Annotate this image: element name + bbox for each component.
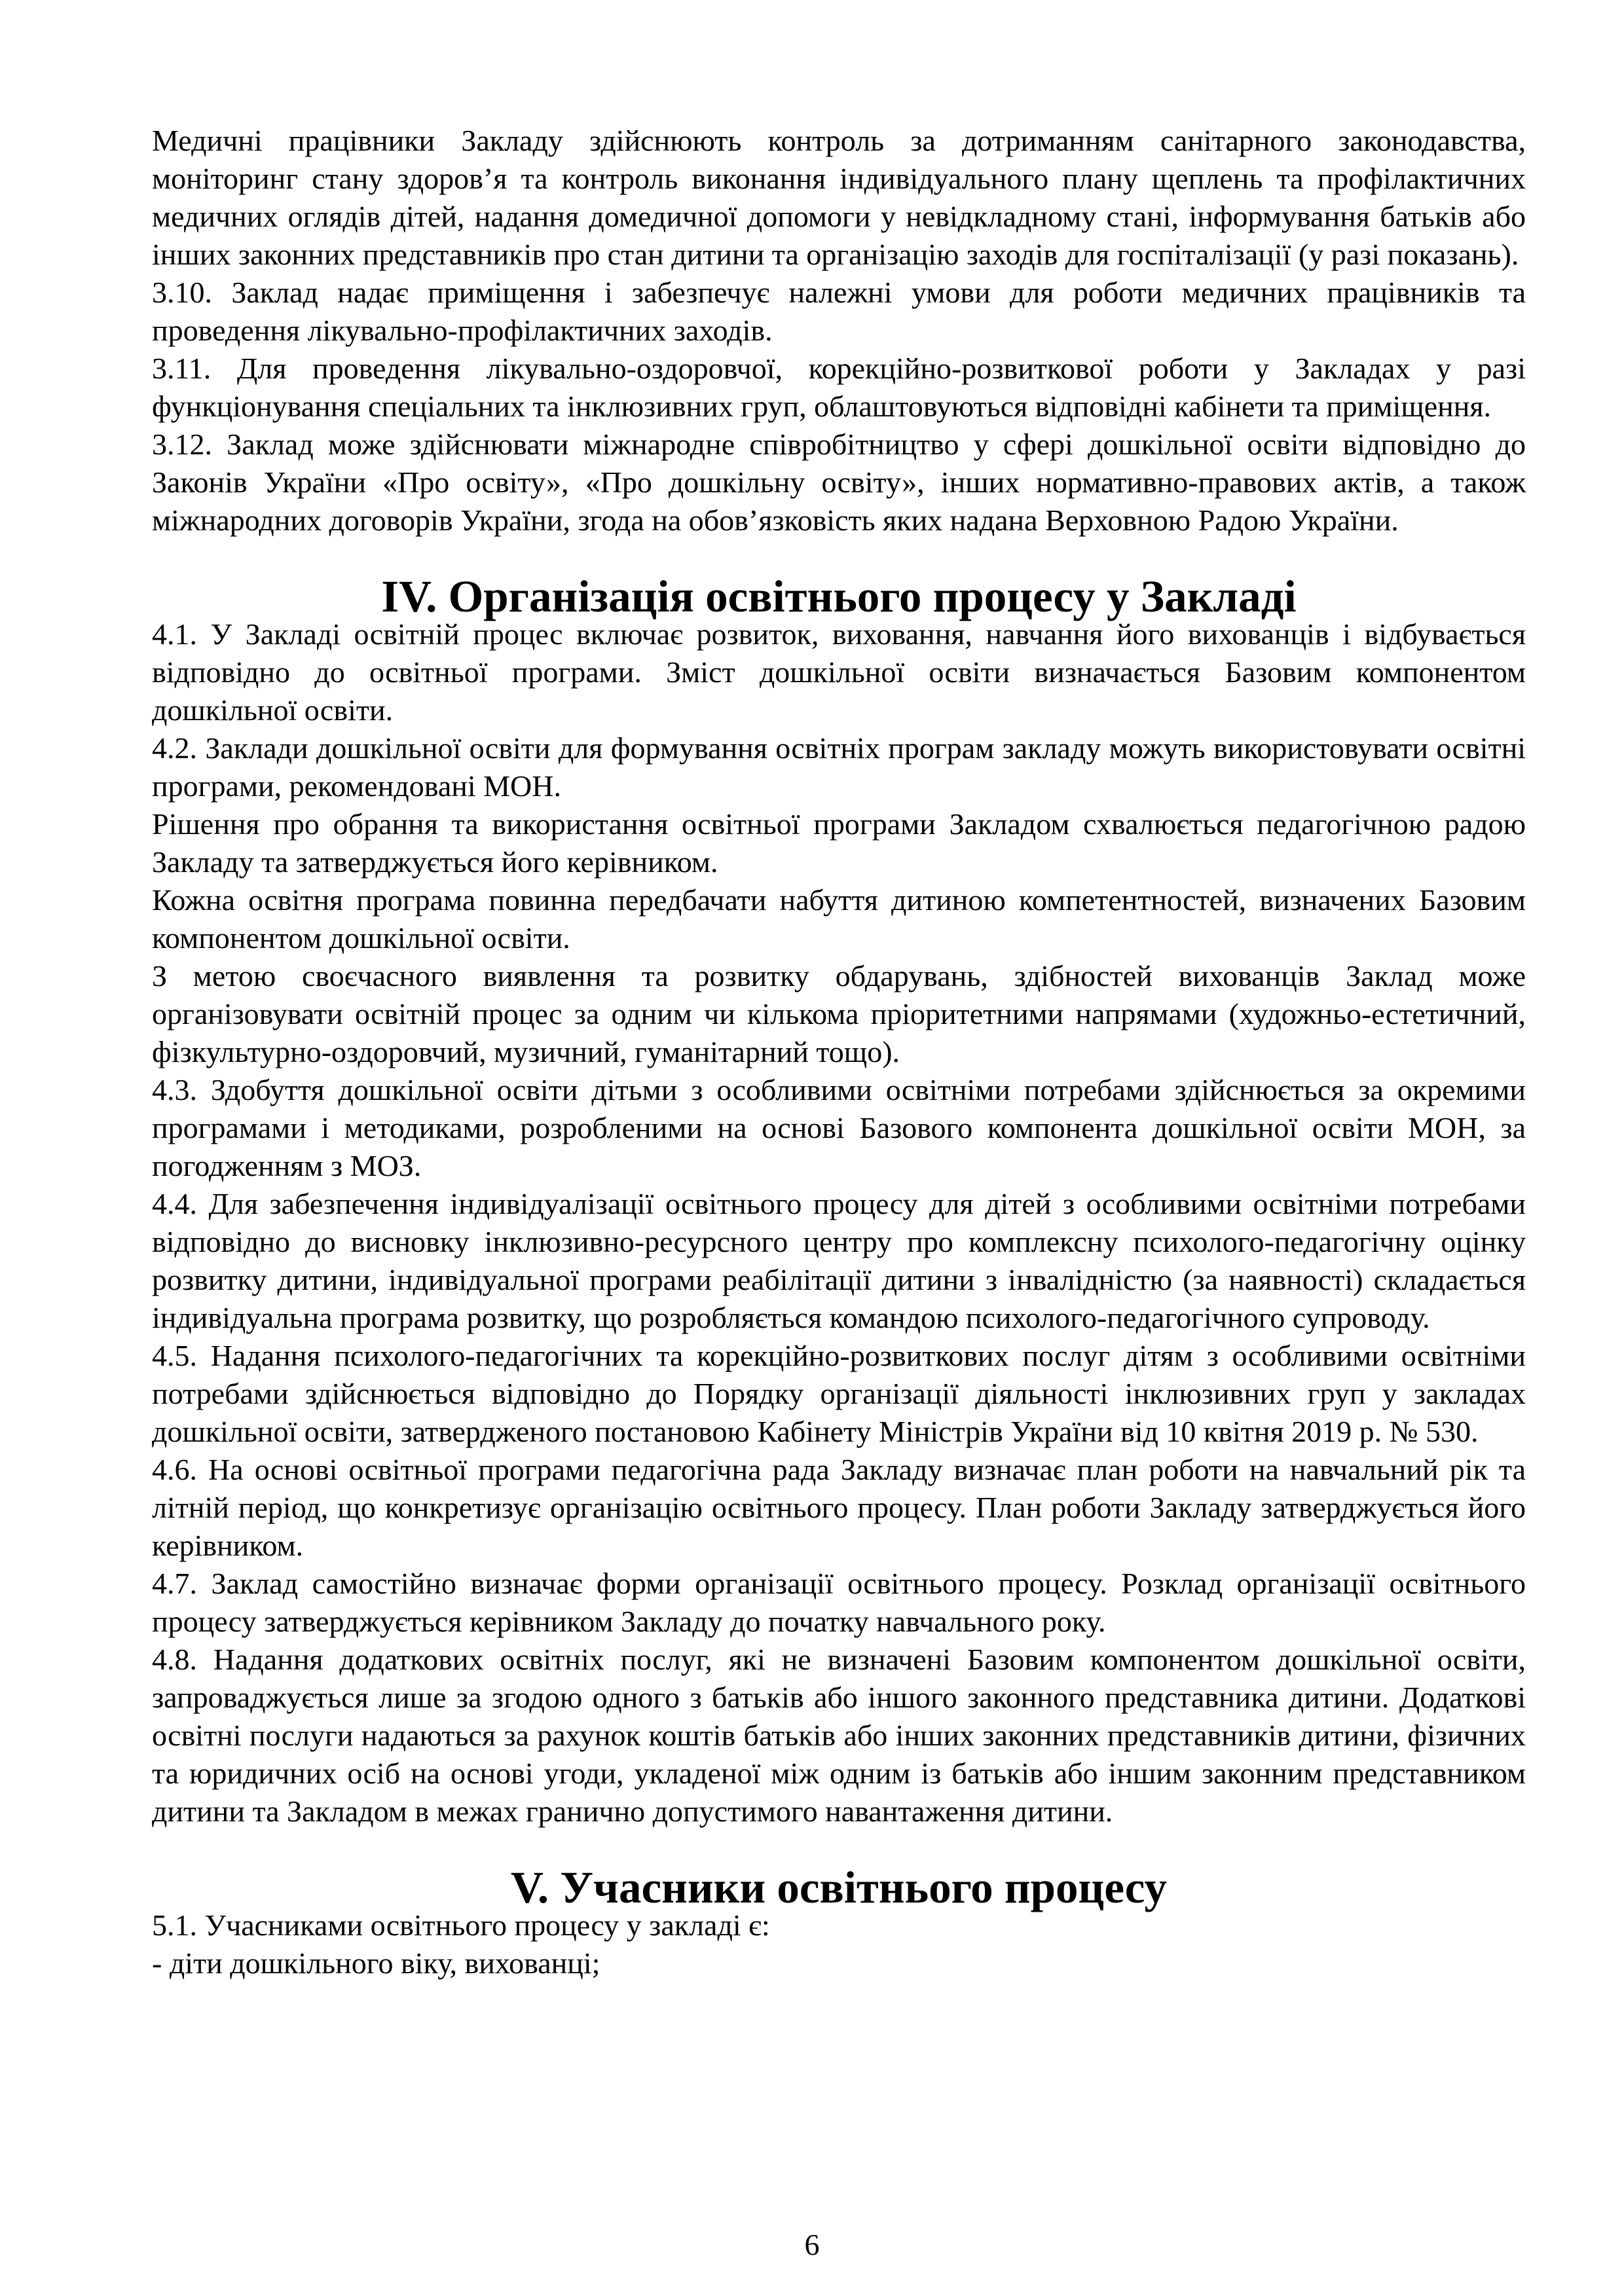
paragraph-4-2-talents: З метою своєчасного виявлення та розвитку обдарувань, здібностей вихованців Заклад може організовувати освітній процес за одним чи кількома пріоритетними напрямами (художньо-естетичний, фізкультурно-оздоровчий, музичний, гуманітарний тощо). [152,959,1526,1068]
paragraph-4-2-competences: Кожна освітня програма повинна передбачати набуття дитиною компетентностей, визначених Базовим компонентом дошкільної освіти. [152,883,1526,955]
list-item-children: - діти дошкільного віку, вихованці; [152,1946,600,1980]
paragraph-4-4: 4.4. Для забезпечення індивідуалізації освітнього процесу для дітей з особливими освітніми потребами відповідно до висновку інклюзивно-ресурсного центру про комплексну психолого-педагогічну оцінку розвитку дитини, індивідуальної програми реабілітації дитини з інвалідністю (за наявності) складається індивідуальна програма розвитку, що розробляється командою психолого-педагогічного супроводу. [152,1187,1526,1334]
paragraph-5-1: 5.1. Учасниками освітнього процесу у закладі є: [152,1908,770,1942]
paragraph-4-5: 4.5. Надання психолого-педагогічних та корекційно-розвиткових послуг дітям з особливими освітніми потребами здійснюється відповідно до Порядку організації діяльності інклюзивних груп у закладах дошкільної освіти, затвердженого постановою Кабінету Міністрів України від 10 квітня 2019 р. № 530. [152,1339,1526,1448]
section-heading-4: IV. Організація освітнього процесу у Закладі [381,572,1297,621]
paragraph-4-2: 4.2. Заклади дошкільної освіти для формування освітніх програм закладу можуть використовувати освітні програми, рекомендовані МОН. [152,731,1526,803]
document-page [152,122,1526,1982]
paragraph-4-3: 4.3. Здобуття дошкільної освіти дітьми з особливими освітніми потребами здійснюється за окремими програмами і методиками, розробленими на основі Базового компонента дошкільної освіти МОН, за погодженням з МОЗ. [152,1073,1526,1182]
paragraph-3-12: 3.12. Заклад може здійснювати міжнародне співробітництво у сфері дошкільної освіти відповідно до Законів України «Про освіту», «Про дошкільну освіту», інших нормативно-правових актів, а також міжнародних договорів України, згода на обов’язковість яких надана Верховною Радою України. [152,428,1526,537]
paragraph-3-10: 3.10. Заклад надає приміщення і забезпечує належні умови для роботи медичних працівників та проведення лікувально-профілактичних заходів. [152,276,1526,347]
paragraph-4-7: 4.7. Заклад самостійно визначає форми організації освітнього процесу. Розклад організації освітнього процесу затверджується керівником Закладу до початку навчального року. [152,1567,1526,1638]
paragraph-3-11: 3.11. Для проведення лікувально-оздоровчої, корекційно-розвиткової роботи у Закладах у разі функціонування спеціальних та інклюзивних груп, облаштовуються відповідні кабінети та приміщення. [152,352,1526,423]
paragraph-4-1: 4.1. У Закладі освітній процес включає розвиток, виховання, навчання його вихованців і відбувається відповідно до освітньої програми. Зміст дошкільної освіти визначається Базовим компонентом дошкільної освіти. [152,617,1526,727]
paragraph-4-8: 4.8. Надання додаткових освітніх послуг, які не визначені Базовим компонентом дошкільної освіти, запроваджується лише за згодою одного з батьків або іншого законного представника дитини. Додаткові освітні послуги надаються за рахунок коштів батьків або інших законних представників дитини, фізичних та юридичних осіб на основі угоди, укладеної між одним із батьків або іншим законним представником дитини та Закладом в межах гранично допустимого навантаження дитини. [152,1643,1526,1828]
paragraph-medical-staff: Медичні працівники Закладу здійснюють контроль за дотриманням санітарного законодавства, моніторинг стану здоров’я та контроль виконання індивідуального плану щеплень та профілактичних медичних оглядів дітей, надання домедичної допомоги у невідкладному стані, інформування батьків або інших законних представників про стан дитини та організацію заходів для госпіталізації (у разі показань). [152,124,1526,271]
section-heading-5: V. Учасники освітнього процесу [510,1863,1168,1912]
paragraph-4-2-decision: Рішення про обрання та використання освітньої програми Закладом схвалюється педагогічною радою Закладу та затверджується його керівником. [152,807,1526,879]
paragraph-4-6: 4.6. На основі освітньої програми педагогічна рада Закладу визначає план роботи на навчальний рік та літній період, що конкретизує організацію освітнього процесу. План роботи Закладу затверджується його керівником. [152,1453,1526,1562]
page-number: 6 [804,2228,820,2261]
